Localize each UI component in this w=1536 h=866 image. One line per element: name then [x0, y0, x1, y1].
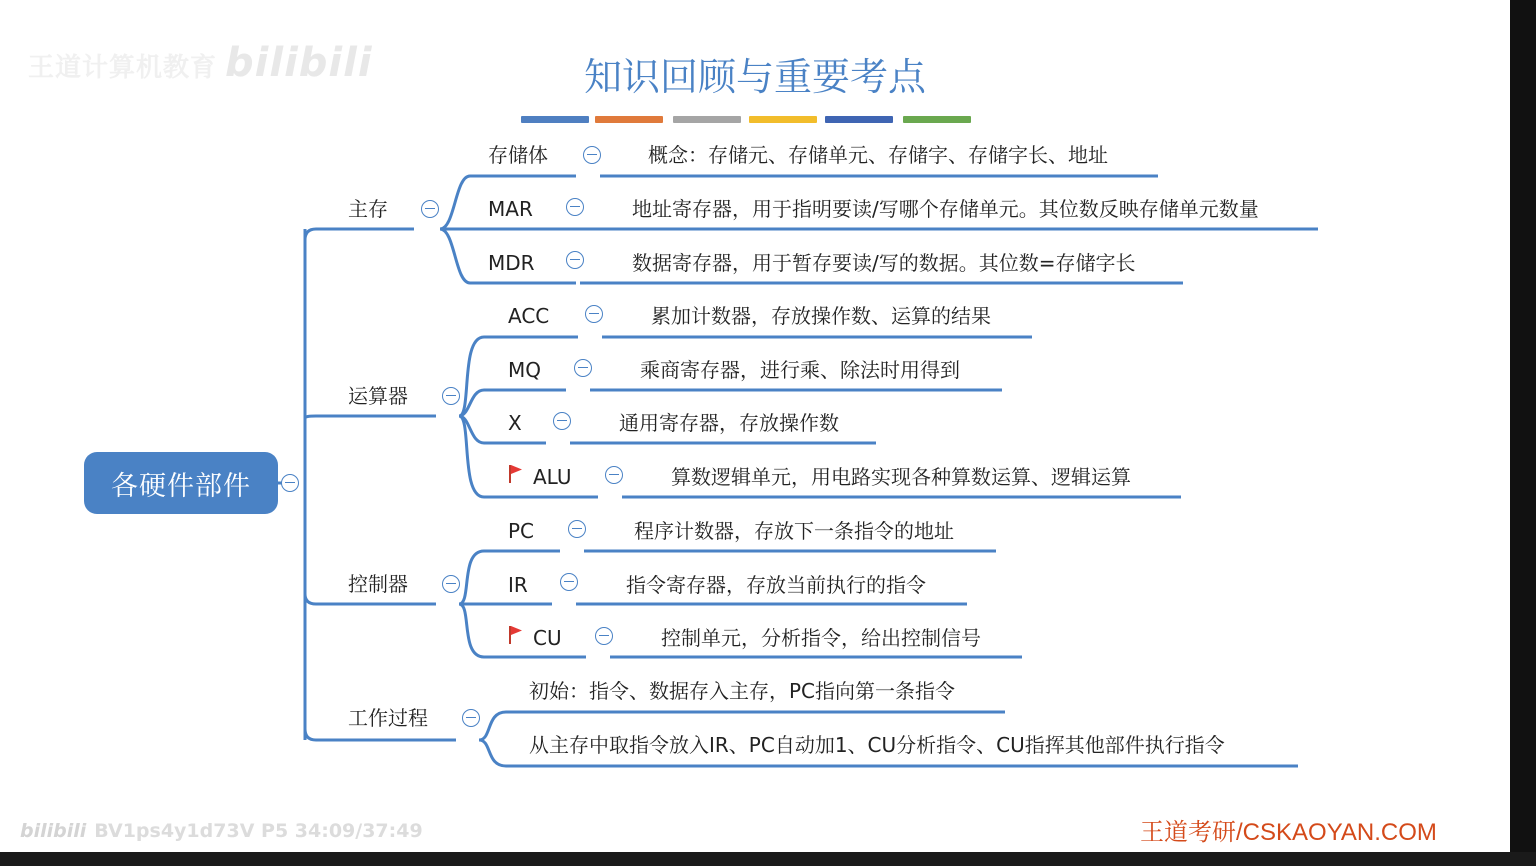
node-pc[interactable]: PC [508, 519, 535, 543]
collapse-ir-icon[interactable] [560, 573, 578, 591]
collapse-acc-icon[interactable] [585, 305, 603, 323]
collapse-mq-icon[interactable] [574, 359, 592, 377]
collapse-work-process-icon[interactable] [462, 709, 480, 727]
collapse-pc-icon[interactable] [568, 520, 586, 538]
root-node[interactable] [84, 452, 278, 514]
desc-x: 通用寄存器，存放操作数 [619, 411, 839, 435]
slide-title: 知识回顾与重要考点 [583, 55, 926, 99]
desc-storage-body: 概念：存储元、存储单元、存储字、存储字长、地址 [648, 143, 1108, 167]
collapse-main-memory-icon[interactable] [421, 200, 439, 218]
branch-line-alu-unit [305, 416, 436, 418]
desc-mq: 乘商寄存器，进行乘、除法时用得到 [640, 358, 960, 382]
branch-line-main-memory [305, 229, 414, 240]
desc-alu: 算数逻辑单元，用电路实现各种算数运算、逻辑运算 [671, 465, 1131, 489]
branch-main-memory[interactable]: 主存 [348, 197, 388, 221]
desc-pc: 程序计数器，存放下一条指令的地址 [634, 519, 954, 543]
bottom-frame-edge [0, 852, 1536, 866]
brand-footer: 王道考研/CSKAOYAN.COM [1140, 819, 1437, 846]
right-frame-edge [1510, 0, 1536, 866]
collapse-control-unit-icon[interactable] [442, 575, 460, 593]
collapse-mdr-icon[interactable] [566, 251, 584, 269]
collapse-x-icon[interactable] [553, 412, 571, 430]
red-flag-icon [508, 625, 522, 645]
video-info: BV1ps4y1d73V P5 34:09/37:49 [94, 820, 423, 842]
branch-alu-unit[interactable]: 运算器 [348, 384, 408, 408]
branch-control-unit[interactable]: 控制器 [348, 572, 408, 596]
collapse-alu-unit-icon[interactable] [442, 387, 460, 405]
node-cu[interactable]: CU [533, 626, 562, 650]
node-alu[interactable]: ALU [533, 465, 572, 489]
work-step-initial: 初始：指令、数据存入主存，PC指向第一条指令 [529, 679, 956, 703]
node-mar[interactable]: MAR [488, 197, 533, 221]
collapse-root-icon[interactable] [281, 474, 299, 492]
collapse-storage-body-icon[interactable] [583, 146, 601, 164]
branch-work-process[interactable]: 工作过程 [348, 706, 428, 730]
node-x[interactable]: X [508, 411, 522, 435]
collapse-mar-icon[interactable] [566, 198, 584, 216]
desc-ir: 指令寄存器，存放当前执行的指令 [626, 573, 926, 597]
work-step-cycle: 从主存中取指令放入IR、PC自动加1、CU分析指令、CU指挥其他部件执行指令 [529, 733, 1225, 757]
red-flag-icon [508, 464, 522, 484]
bilibili-logo-top: bilibili [225, 40, 373, 86]
root-label: 各硬件部件 [111, 470, 251, 502]
desc-mar: 地址寄存器，用于指明要读/写哪个存储单元。其位数反映存储单元数量 [632, 197, 1259, 221]
collapse-alu-icon[interactable] [605, 466, 623, 484]
channel-name: 王道计算机教育 [28, 53, 218, 83]
branch-line-work-process [305, 729, 456, 740]
node-mq[interactable]: MQ [508, 358, 541, 382]
video-info-watermark [20, 820, 423, 842]
collapse-cu-icon[interactable] [595, 627, 613, 645]
bilibili-logo-bottom: bilibili [20, 820, 87, 842]
desc-acc: 累加计数器，存放操作数、运算的结果 [651, 304, 991, 328]
desc-cu: 控制单元，分析指令，给出控制信号 [661, 626, 981, 650]
node-acc[interactable]: ACC [508, 304, 550, 328]
node-storage-body[interactable]: 存储体 [488, 143, 548, 167]
desc-mdr: 数据寄存器，用于暂存要读/写的数据。其位数=存储字长 [632, 251, 1136, 275]
node-ir[interactable]: IR [508, 573, 528, 597]
node-mdr[interactable]: MDR [488, 251, 535, 275]
